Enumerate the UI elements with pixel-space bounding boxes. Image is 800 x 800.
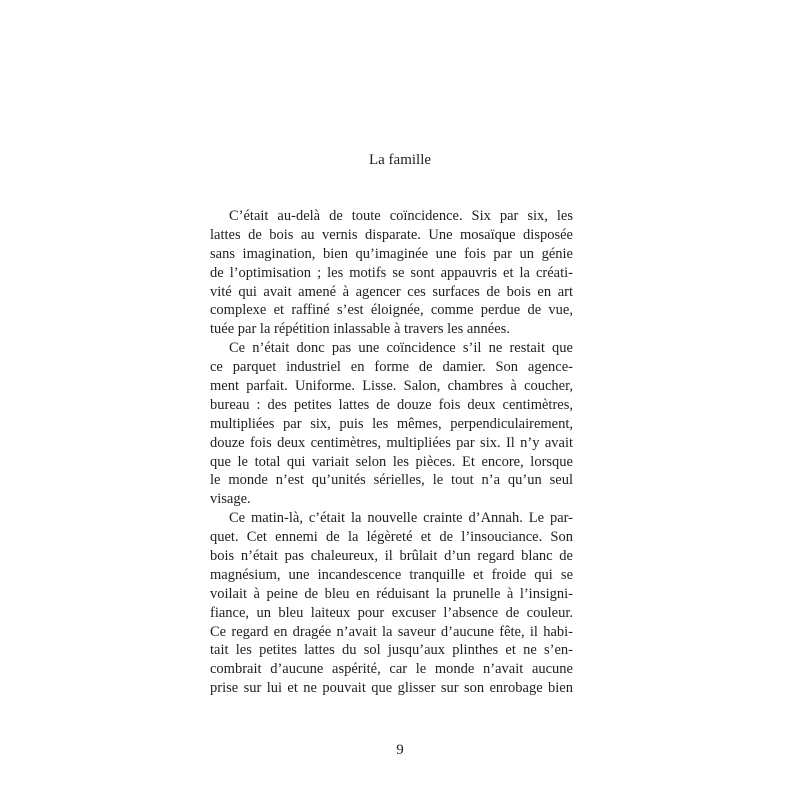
text-line: voilait à peine de bleu en réduisant la prunelle à l’insigni- <box>210 585 573 602</box>
text-line: que le total qui variait selon les pièces. Et encore, lorsque <box>210 453 573 470</box>
text-line: Ce n’était donc pas une coïncidence s’il ne restait que <box>229 340 573 357</box>
text-line: complexe et raffiné s’est éloignée, comme perdue de vue, <box>210 302 573 319</box>
text-line: magnésium, une incandescence tranquille et froide qui se <box>210 566 573 583</box>
text-line: Ce regard en dragée n’avait la saveur d’aucune fête, il habi- <box>210 623 573 640</box>
text-line: C’était au-delà de toute coïncidence. Six par six, les <box>229 208 573 224</box>
text-line: combrait d’aucune aspérité, car le monde n’avait aucune <box>210 661 573 678</box>
text-line: ce parquet industriel en forme de damier. Son agence- <box>210 359 573 376</box>
text-line: tait les petites lattes du sol jusqu’aux plinthes et ne s’en- <box>210 642 573 659</box>
page-number: 9 <box>396 742 404 758</box>
text-line: prise sur lui et ne pouvait que glisser sur son enrobage bien <box>210 680 573 697</box>
text-line: douze fois deux centimètres, multipliées par six. Il n’y avait <box>210 434 573 451</box>
paragraph <box>210 207 573 339</box>
text-line: ment parfait. Uniforme. Lisse. Salon, chambres à coucher, <box>210 378 573 395</box>
running-title: La famille <box>368 152 432 168</box>
text-line: bois n’était pas chaleureux, il brûlait d’un regard blanc de <box>210 548 573 565</box>
text-line: tuée par la répétition inlassable à travers les années. <box>210 321 510 338</box>
text-line: vité qui avait amené à agencer ces surfaces de bois en art <box>210 283 573 300</box>
text-line: le monde n’est qu’unités sérielles, le tout n’a qu’un seul <box>210 472 573 489</box>
text-block <box>210 207 573 698</box>
text-line: lattes de bois au vernis disparate. Une mosaïque disposée <box>210 226 573 243</box>
text-line: bureau : des petites lattes de douze fois deux centimètres, <box>210 396 573 413</box>
paragraph <box>210 509 573 698</box>
text-line: visage. <box>210 491 251 508</box>
text-line: fiance, un bleu laiteux pour excuser l’absence de couleur. <box>210 604 573 621</box>
text-line: sans imagination, bien qu’imaginée une fois par un génie <box>210 245 573 262</box>
paragraph <box>210 339 573 509</box>
text-line: multipliées par six, puis les mêmes, perpendiculairement, <box>210 415 573 432</box>
text-line: quet. Cet ennemi de la légèreté et de l’insouciance. Son <box>210 529 573 546</box>
text-line: Ce matin-là, c’était la nouvelle crainte d’Annah. Le par- <box>229 510 573 527</box>
text-line: de l’optimisation ; les motifs se sont appauvris et la créati- <box>210 264 573 281</box>
